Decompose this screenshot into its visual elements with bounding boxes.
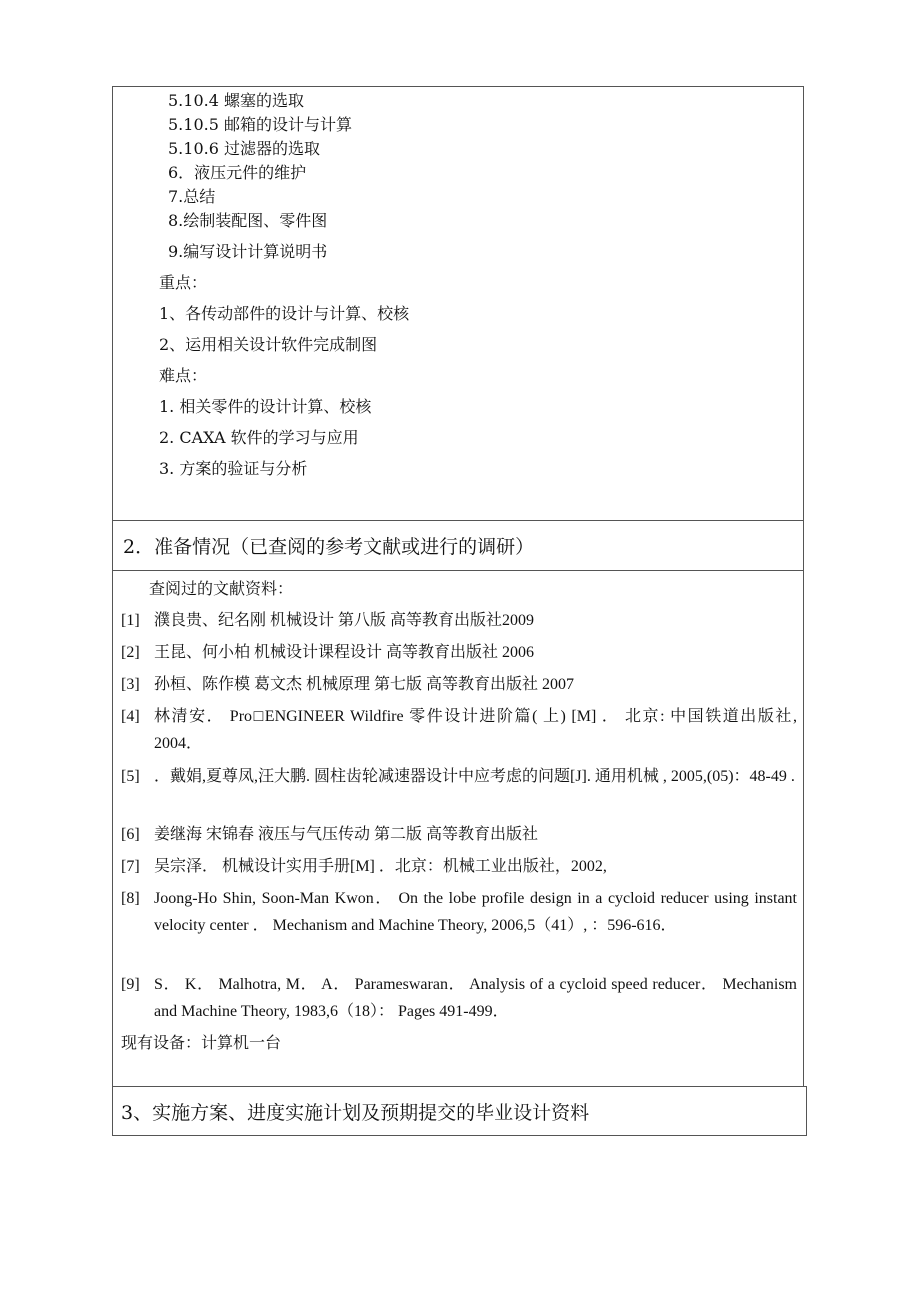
reference-text: 吴宗泽． 机械设计实用手册[M] ．北京：机械工业出版社，2002, [154,858,607,875]
reference-text: 姜继海 宋锦春 液压与气压传动 第二版 高等教育出版社 [154,826,539,843]
reference-number: [8] [121,890,140,907]
reference-number: [2] [121,644,140,661]
reference-number: [7] [121,858,140,875]
outline-item: 8.绘制装配图、零件图 [168,211,328,230]
reference-text: 王昆、何小柏 机械设计课程设计 高等教育出版社 2006 [154,644,535,661]
outline-item: 5.10.4 螺塞的选取 [168,91,304,110]
reference-item [121,671,797,698]
outline-item: 5.10.5 邮箱的设计与计算 [168,115,352,134]
reference-item [121,853,797,880]
section-2-heading: 2．准备情况（已查阅的参考文献或进行的调研） [113,521,803,571]
difficulty-item: 3. 方案的验证与分析 [159,459,308,478]
reference-item [121,639,797,666]
outline-item: 7.总结 [168,187,216,206]
key-point-item: 1、各传动部件的设计与计算、校核 [159,304,410,323]
reference-number: [6] [121,826,140,843]
equipment-line: 现有设备：计算机一台 [121,1033,282,1052]
key-points-label: 重点： [159,273,208,292]
reference-text: 濮良贵、纪名刚 机械设计 第八版 高等教育出版社2009 [154,612,535,629]
outline-cell [113,87,803,521]
reference-item [121,885,797,939]
reference-text: Joong-Ho Shin, Soon-Man Kwon． On the lobe profile design in a cycloid reducer using instant velocity center ． Mechanism and Machine Theory, 2006,5（41）, ：596-616． [154,890,797,934]
difficulty-item: 2. CAXA 软件的学习与应用 [159,428,359,447]
references-label: 查阅过的文献资料： [149,579,294,598]
outline-item: 9.编写设计计算说明书 [168,242,328,261]
reference-item [121,703,797,757]
references-cell [113,571,803,1087]
section-3-heading: 3、实施方案、进度实施计划及预期提交的毕业设计资料 [112,1086,807,1136]
reference-text: ．戴娟,夏尊凤,汪大鹏. 圆柱齿轮减速器设计中应考虑的问题[J]. 通用机械 , 2005,(05)：48-49 . [154,768,795,785]
reference-item [121,763,797,790]
outline-item: 5.10.6 过滤器的选取 [168,139,320,158]
reference-number: [1] [121,612,140,629]
reference-item [121,607,797,634]
reference-number: [4] [121,708,140,725]
difficulty-item: 1. 相关零件的设计计算、校核 [159,397,372,416]
reference-item [121,971,797,1025]
reference-number: [3] [121,676,140,693]
reference-number: [5] [121,768,140,785]
reference-text: 孙桓、陈作模 葛文杰 机械原理 第七版 高等教育出版社 2007 [154,676,575,693]
reference-text: S． K． Malhotra, M． A． Parameswaran． Analysis of a cycloid speed reducer． Mechanism and Machine Theory, 1983,6（18）： Pages 491-499． [154,976,797,1020]
outline-item: 6．液压元件的维护 [168,163,307,182]
key-point-item: 2、运用相关设计软件完成制图 [159,335,378,354]
reference-text: 林清安． Pro□ENGINEER Wildfire 零件设计进阶篇( 上) [M] ． 北京: 中国铁道出版社, 2004． [154,708,797,752]
reference-number: [9] [121,976,140,993]
reference-item [121,821,797,848]
document-table [112,86,804,1087]
difficulties-label: 难点： [159,366,208,385]
